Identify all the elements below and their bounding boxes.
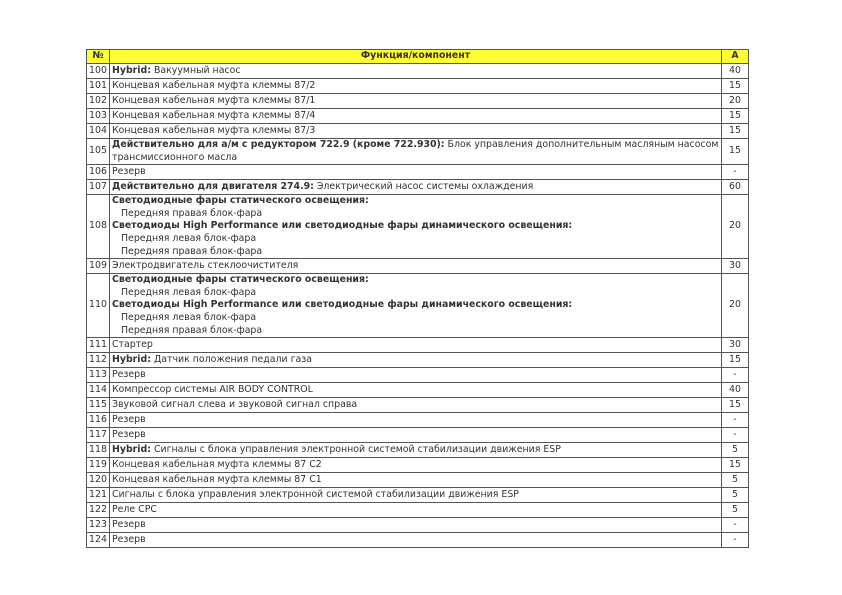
function-line — [112, 152, 719, 165]
fuse-number: 105 — [87, 139, 110, 165]
fuse-function — [110, 473, 722, 488]
function-line — [112, 195, 719, 208]
function-text: Концевая кабельная муфта клеммы 87 C2 — [112, 458, 322, 470]
function-text: Сигналы с блока управления электронной системой стабилизации движения ESP — [150, 443, 561, 455]
header-row — [87, 50, 749, 64]
function-line — [112, 65, 719, 78]
function-line — [112, 95, 719, 108]
table-row — [87, 353, 749, 368]
fuse-number: 108 — [87, 195, 110, 259]
fuse-number: 104 — [87, 124, 110, 139]
function-condition: Действительно для а/м с редуктором 722.9 (кроме 722.930): — [112, 139, 445, 150]
fuse-function — [110, 109, 722, 124]
fuse-function — [110, 428, 722, 443]
table-row — [87, 165, 749, 180]
function-text: Передняя левая блок-фара — [121, 286, 257, 298]
function-line — [112, 519, 719, 532]
table-header — [87, 50, 749, 64]
fuse-number: 116 — [87, 413, 110, 428]
fuse-function — [110, 488, 722, 503]
function-text: Резерв — [112, 413, 146, 425]
function-text: Звуковой сигнал слева и звуковой сигнал справа — [112, 398, 358, 410]
function-line — [112, 80, 719, 93]
table-row — [87, 94, 749, 109]
fuse-number: 111 — [87, 338, 110, 353]
table-row — [87, 443, 749, 458]
function-text: Резерв — [112, 368, 146, 380]
fuse-amperage: 15 — [722, 353, 749, 368]
fuse-number: 121 — [87, 488, 110, 503]
function-text: Блок управления дополнительным масляным насосом — [444, 139, 719, 150]
function-line — [112, 414, 719, 427]
table-body — [87, 64, 749, 548]
function-text: Передняя правая блок-фара — [121, 324, 263, 336]
table-row — [87, 488, 749, 503]
fuse-amperage: - — [722, 165, 749, 180]
header-amp: А — [722, 50, 749, 64]
function-line — [112, 354, 719, 367]
function-line — [112, 489, 719, 502]
function-text: трансмиссионного масла — [112, 151, 238, 163]
function-line — [112, 233, 719, 246]
table-row — [87, 503, 749, 518]
fuse-number: 101 — [87, 79, 110, 94]
function-text: Компрессор системы AIR BODY CONTROL — [112, 383, 313, 395]
function-line — [112, 444, 719, 457]
fuse-number: 115 — [87, 398, 110, 413]
function-condition: Светодиодные фары статического освещения: — [112, 274, 369, 286]
fuse-amperage: 30 — [722, 338, 749, 353]
fuse-amperage: 20 — [722, 94, 749, 109]
function-line — [112, 325, 719, 338]
fuse-amperage: - — [722, 428, 749, 443]
fuse-function — [110, 165, 722, 180]
fuse-amperage: - — [722, 533, 749, 548]
fuse-number: 113 — [87, 368, 110, 383]
function-text: Резерв — [112, 428, 146, 440]
function-line — [112, 246, 719, 259]
function-text: Концевая кабельная муфта клеммы 87/4 — [112, 109, 316, 121]
fuse-function — [110, 353, 722, 368]
fuse-number: 123 — [87, 518, 110, 533]
fuse-number: 102 — [87, 94, 110, 109]
function-line — [112, 139, 719, 152]
fuse-function — [110, 458, 722, 473]
function-line — [112, 474, 719, 487]
function-line — [112, 274, 719, 287]
table-row — [87, 338, 749, 353]
fuse-amperage: 15 — [722, 124, 749, 139]
fuse-function — [110, 518, 722, 533]
function-text: Передняя правая блок-фара — [121, 245, 263, 257]
fuse-number: 119 — [87, 458, 110, 473]
fuse-number: 107 — [87, 180, 110, 195]
table-row — [87, 383, 749, 398]
fuse-amperage: 40 — [722, 64, 749, 79]
fuse-amperage: - — [722, 368, 749, 383]
function-text: Электродвигатель стеклоочистителя — [112, 259, 299, 271]
fuse-amperage: 5 — [722, 443, 749, 458]
fuse-number: 118 — [87, 443, 110, 458]
fuse-function — [110, 195, 722, 259]
table-row — [87, 368, 749, 383]
fuse-amperage: 5 — [722, 503, 749, 518]
fuse-number: 109 — [87, 259, 110, 274]
function-condition: Hybrid: — [112, 353, 151, 365]
fuse-amperage: - — [722, 518, 749, 533]
function-text: Резерв — [112, 518, 146, 530]
function-text: Концевая кабельная муфта клеммы 87/3 — [112, 124, 316, 136]
fuse-function — [110, 79, 722, 94]
fuse-table — [86, 49, 749, 548]
table-row — [87, 79, 749, 94]
function-condition: Hybrid: — [112, 64, 151, 76]
table-row — [87, 259, 749, 274]
fuse-function — [110, 368, 722, 383]
function-text: Датчик положения педали газа — [150, 353, 312, 365]
table-row — [87, 458, 749, 473]
fuse-number: 117 — [87, 428, 110, 443]
fuse-amperage: - — [722, 413, 749, 428]
function-condition: Светодиодные фары статического освещения: — [112, 195, 369, 207]
function-condition: Hybrid: — [112, 443, 151, 455]
fuse-number: 110 — [87, 274, 110, 338]
table-row — [87, 518, 749, 533]
function-line — [112, 166, 719, 179]
function-line — [112, 429, 719, 442]
fuse-amperage: 40 — [722, 383, 749, 398]
fuse-function — [110, 139, 722, 165]
fuse-number: 114 — [87, 383, 110, 398]
fuse-function — [110, 338, 722, 353]
function-text: Передняя левая блок-фара — [121, 232, 257, 244]
function-line — [112, 299, 719, 312]
function-text: Концевая кабельная муфта клеммы 87 C1 — [112, 473, 322, 485]
function-line — [112, 534, 719, 547]
function-line — [112, 384, 719, 397]
table-row — [87, 428, 749, 443]
fuse-amperage: 15 — [722, 109, 749, 124]
fuse-number: 120 — [87, 473, 110, 488]
fuse-function — [110, 398, 722, 413]
fuse-amperage: 15 — [722, 139, 749, 165]
function-text: Стартер — [112, 338, 153, 350]
fuse-amperage: 20 — [722, 274, 749, 338]
fuse-amperage: 15 — [722, 79, 749, 94]
function-line — [112, 339, 719, 352]
fuse-function — [110, 274, 722, 338]
function-text: Резерв — [112, 533, 146, 545]
table-row — [87, 180, 749, 195]
table-row — [87, 64, 749, 79]
table-row — [87, 533, 749, 548]
header-num: № — [87, 50, 110, 64]
function-line — [112, 459, 719, 472]
fuse-function — [110, 259, 722, 274]
function-line — [112, 125, 719, 138]
function-line — [112, 369, 719, 382]
fuse-amperage: 20 — [722, 195, 749, 259]
fuse-number: 124 — [87, 533, 110, 548]
fuse-function — [110, 533, 722, 548]
function-text: Вакуумный насос — [150, 64, 241, 76]
fuse-function — [110, 383, 722, 398]
function-text: Передняя левая блок-фара — [121, 311, 257, 323]
function-text: Резерв — [112, 165, 146, 177]
function-text: Реле CPC — [112, 503, 157, 515]
header-function: Функция/компонент — [110, 50, 722, 64]
fuse-function — [110, 413, 722, 428]
fuse-function — [110, 503, 722, 518]
function-line — [112, 208, 719, 221]
function-line — [112, 110, 719, 123]
table-row — [87, 473, 749, 488]
fuse-amperage: 60 — [722, 180, 749, 195]
fuse-number: 106 — [87, 165, 110, 180]
table-row — [87, 413, 749, 428]
function-text: Концевая кабельная муфта клеммы 87/2 — [112, 79, 316, 91]
fuse-number: 103 — [87, 109, 110, 124]
function-condition: Действительно для двигателя 274.9: — [112, 180, 314, 192]
function-line — [112, 220, 719, 233]
function-condition: Светодиоды High Performance или светодиодные фары динамического освещения: — [112, 220, 573, 232]
fuse-amperage: 5 — [722, 473, 749, 488]
function-line — [112, 504, 719, 517]
table-row — [87, 109, 749, 124]
function-text: Концевая кабельная муфта клеммы 87/1 — [112, 94, 316, 106]
function-text: Сигналы с блока управления электронной системой стабилизации движения ESP — [112, 488, 519, 500]
function-line — [112, 312, 719, 325]
function-condition: Светодиоды High Performance или светодиодные фары динамического освещения: — [112, 299, 573, 311]
fuse-function — [110, 94, 722, 109]
function-line — [112, 260, 719, 273]
fuse-function — [110, 64, 722, 79]
table-row — [87, 195, 749, 259]
function-text: Электрический насос системы охлаждения — [313, 180, 534, 192]
fuse-number: 100 — [87, 64, 110, 79]
table-row — [87, 124, 749, 139]
fuse-number: 112 — [87, 353, 110, 368]
fuse-function — [110, 443, 722, 458]
function-line — [112, 399, 719, 412]
fuse-function — [110, 180, 722, 195]
fuse-number: 122 — [87, 503, 110, 518]
table-row — [87, 274, 749, 338]
table-row — [87, 398, 749, 413]
fuse-amperage: 15 — [722, 398, 749, 413]
fuse-amperage: 30 — [722, 259, 749, 274]
function-text: Передняя правая блок-фара — [121, 207, 263, 219]
fuse-amperage: 5 — [722, 488, 749, 503]
function-line — [112, 287, 719, 300]
fuse-function — [110, 124, 722, 139]
function-line — [112, 181, 719, 194]
table-row — [87, 139, 749, 165]
fuse-amperage: 15 — [722, 458, 749, 473]
